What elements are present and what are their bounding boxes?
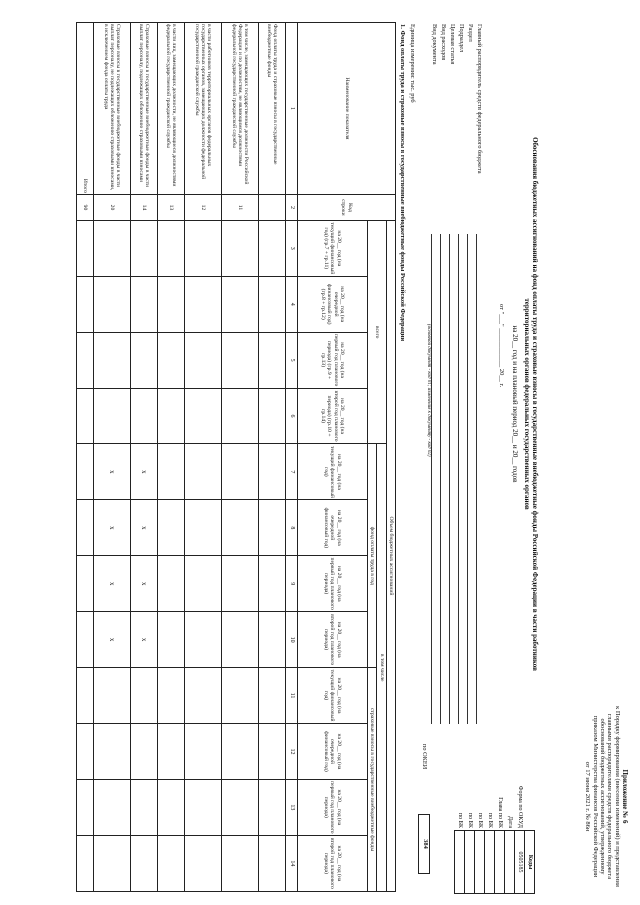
code-row-label: по БК — [476, 812, 483, 828]
col-number: 12 — [285, 724, 297, 780]
value-cell[interactable] — [184, 388, 221, 444]
unit-note: Единица измерения: тыс. руб — [409, 24, 416, 103]
col-header: на 20__ год (на очередной финансовый год) (гр.8 + гр.12) — [297, 276, 367, 332]
appendix-line: обоснований бюджетных ассигнований, утвержденному — [599, 718, 607, 875]
value-cell[interactable] — [258, 612, 285, 668]
value-cell[interactable] — [157, 500, 184, 556]
form-okud-code: 0505185 — [515, 831, 525, 894]
table-row — [157, 23, 184, 892]
value-cell[interactable] — [221, 500, 258, 556]
code-row-value — [485, 831, 495, 894]
value-cell[interactable] — [157, 612, 184, 668]
group-incl-header: в том числе — [377, 444, 386, 892]
value-cell[interactable] — [184, 556, 221, 612]
col-number: 13 — [285, 779, 297, 835]
total-code: 90 — [76, 195, 93, 221]
value-cell[interactable] — [130, 779, 157, 835]
code-row-value — [475, 831, 485, 894]
col-number: 11 — [285, 668, 297, 724]
col-number: 8 — [285, 500, 297, 556]
col-header: на 20__ год (на первый год планового периода) — [297, 556, 367, 612]
code-row-label: по БК — [486, 812, 493, 828]
col-header: на 20__ год (на текущий финансовый год) — [297, 444, 367, 500]
value-cell[interactable]: x — [130, 612, 157, 668]
group-main-header: Объем бюджетных ассигнований — [386, 220, 395, 891]
col-number: 14 — [285, 835, 297, 891]
col-number: 4 — [285, 276, 297, 332]
value-cell[interactable] — [221, 779, 258, 835]
rotated-form — [5, 4, 635, 902]
value-cell[interactable] — [258, 668, 285, 724]
col-header: на 20__ год (на очередной финансовый год) — [297, 500, 367, 556]
row-name: в том числе, замещающих государственные должности Российской Федерации и по должностям, не являющимся должностями федеральной государственной гражданской службы — [221, 23, 258, 195]
col-header: на 20__ год (на первый год планового периода) — [297, 779, 367, 835]
field-line[interactable] — [458, 234, 466, 724]
value-cell[interactable] — [258, 220, 285, 276]
total-cell[interactable] — [76, 724, 93, 780]
col-number: 9 — [285, 556, 297, 612]
total-cell[interactable] — [76, 220, 93, 276]
value-cell[interactable] — [184, 724, 221, 780]
col-number: 5 — [285, 332, 297, 388]
row-code: 13 — [157, 195, 184, 221]
code-row-value — [455, 831, 465, 894]
value-cell[interactable] — [130, 388, 157, 444]
value-cell[interactable] — [221, 220, 258, 276]
appendix-line: к Порядку формирования (внесения изменений) и представления — [613, 706, 621, 887]
field-line[interactable] — [449, 234, 457, 724]
document-subtitle: на 20__ год и на плановый период 20__ и 20__ годов — [511, 325, 519, 483]
value-cell[interactable] — [184, 276, 221, 332]
value-cell[interactable] — [157, 724, 184, 780]
row-name: Страховые взносы в государственные внебюджетные фонды в части выплат персоналу, подлежащих обложению страховыми взносами — [130, 23, 157, 195]
value-cell[interactable] — [93, 332, 130, 388]
total-cell[interactable] — [76, 332, 93, 388]
value-cell[interactable] — [157, 388, 184, 444]
value-cell[interactable] — [93, 724, 130, 780]
field-row — [431, 24, 440, 724]
table-row — [184, 23, 221, 892]
group-fot-header: фонд оплаты труда в год — [367, 444, 376, 668]
value-cell[interactable]: x — [130, 500, 157, 556]
col-code-header: Код строки — [297, 195, 395, 221]
field-row — [458, 24, 467, 724]
value-cell[interactable] — [157, 276, 184, 332]
col-number: 7 — [285, 444, 297, 500]
value-cell[interactable] — [130, 332, 157, 388]
value-cell[interactable] — [258, 500, 285, 556]
total-cell[interactable] — [76, 612, 93, 668]
value-cell[interactable] — [93, 220, 130, 276]
col-number: 2 — [285, 195, 297, 221]
value-cell[interactable] — [157, 220, 184, 276]
value-cell[interactable] — [258, 388, 285, 444]
appendix-line: главными распорядителями средств федерального бюджета — [606, 713, 614, 880]
total-label: Итого — [76, 23, 93, 195]
section-title: 1. Фонд оплаты труда и страховые взносы в государственные внебюджетные фонды Российской Федерации — [399, 24, 406, 342]
value-cell[interactable] — [221, 332, 258, 388]
col-number: 1 — [285, 23, 297, 195]
value-cell[interactable] — [130, 220, 157, 276]
field-label: Главный распорядитель средств федерального бюджета — [476, 24, 484, 174]
row-code: 14 — [130, 195, 157, 221]
row-code — [258, 195, 285, 221]
value-cell[interactable] — [157, 779, 184, 835]
col-number: 3 — [285, 220, 297, 276]
value-cell[interactable] — [130, 276, 157, 332]
value-cell[interactable] — [184, 332, 221, 388]
value-cell[interactable]: x — [93, 500, 130, 556]
col-number: 6 — [285, 388, 297, 444]
value-cell[interactable] — [130, 668, 157, 724]
field-row — [449, 24, 458, 724]
value-cell[interactable] — [258, 779, 285, 835]
field-line[interactable] — [467, 234, 475, 724]
value-cell[interactable] — [130, 835, 157, 891]
total-cell[interactable] — [76, 276, 93, 332]
date-line: от "___" ____________ 20__ г. — [498, 304, 505, 388]
total-row — [76, 23, 93, 892]
value-cell[interactable] — [221, 556, 258, 612]
row-name: в части лиц, замещающих должности, не являющиеся должностями федеральной государственной гражданской службы — [157, 23, 184, 195]
total-cell[interactable] — [76, 835, 93, 891]
table-row — [258, 23, 285, 892]
budget-table — [76, 22, 396, 892]
value-cell[interactable] — [258, 724, 285, 780]
value-cell[interactable] — [221, 724, 258, 780]
col-number: 10 — [285, 612, 297, 668]
col-header: на 20__ год (на второй год планового периода) — [297, 612, 367, 668]
value-cell[interactable] — [93, 668, 130, 724]
field-label: Вид расходов — [440, 24, 448, 61]
value-cell[interactable] — [157, 835, 184, 891]
appendix-line: приказом Министерства финансов Российской Федерации — [591, 715, 599, 878]
value-cell[interactable] — [157, 668, 184, 724]
table-row — [221, 23, 258, 892]
code-row-label: по БК — [456, 812, 463, 828]
value-cell[interactable]: x — [130, 444, 157, 500]
value-cell[interactable] — [184, 500, 221, 556]
value-cell[interactable] — [157, 444, 184, 500]
codes-header: Коды — [525, 831, 535, 894]
value-cell[interactable] — [184, 220, 221, 276]
value-cell[interactable] — [221, 444, 258, 500]
row-name: Страховые взносы в государственные внебюджетные фонды в части выплат персоналу, не подлежащих обложению страховыми взносами, в исключением фонда оплаты труда — [93, 23, 130, 195]
header-fields — [425, 24, 485, 724]
value-cell[interactable] — [258, 332, 285, 388]
field-label: Вид документа — [431, 24, 439, 65]
value-cell[interactable] — [221, 835, 258, 891]
table-row — [130, 23, 157, 892]
value-cell[interactable]: x — [130, 556, 157, 612]
col-name-header: Наименование показателя — [297, 23, 395, 195]
field-note: (основной документ - код 01; изменения к документу - код 02) — [426, 324, 431, 457]
value-cell[interactable] — [221, 276, 258, 332]
value-cell[interactable] — [221, 612, 258, 668]
value-cell[interactable] — [184, 444, 221, 500]
code-row-value — [495, 831, 505, 894]
codes-block — [454, 764, 535, 894]
form-okud-label: Форма по ОКУД — [516, 785, 523, 828]
appendix-line: от 17 июня 2021 г. № 86н — [584, 761, 592, 832]
col-header: на 20__ год (на второй год планового периода) (гр.10 + гр.14) — [297, 388, 367, 444]
okei-code: 384 — [418, 814, 430, 874]
value-cell[interactable] — [184, 612, 221, 668]
field-label: Целевая статья — [449, 24, 457, 65]
value-cell[interactable] — [258, 556, 285, 612]
col-header: на 20__ год (на очередной финансовый год) — [297, 724, 367, 780]
value-cell[interactable]: x — [93, 612, 130, 668]
row-name: в части работников территориальных органов федеральных государственных органов, замещающих должности федеральной государственной гражданской службы — [184, 23, 221, 195]
code-row-label: по БК — [466, 812, 473, 828]
field-row — [440, 24, 449, 724]
group-ins-header: страховые взносы в государственные внебюджетные фонды — [367, 668, 376, 892]
field-row — [467, 24, 476, 724]
value-cell[interactable] — [221, 668, 258, 724]
field-line[interactable] — [476, 234, 484, 724]
total-cell[interactable] — [76, 500, 93, 556]
value-cell[interactable] — [93, 388, 130, 444]
value-cell[interactable] — [93, 779, 130, 835]
total-cell[interactable] — [76, 668, 93, 724]
value-cell[interactable] — [184, 835, 221, 891]
code-row-value — [465, 831, 475, 894]
field-line[interactable] — [431, 234, 439, 724]
group-total-header: всего — [367, 220, 386, 444]
col-header: на 20__ год (на первый год планового периода) (гр.9 + гр.13) — [297, 332, 367, 388]
okei-label: по ОКЕИ — [421, 744, 428, 770]
column-numbers-row — [285, 23, 297, 892]
value-cell[interactable] — [184, 668, 221, 724]
value-cell[interactable]: x — [93, 444, 130, 500]
value-cell[interactable] — [258, 835, 285, 891]
value-cell[interactable] — [157, 556, 184, 612]
total-cell[interactable] — [76, 779, 93, 835]
value-cell[interactable] — [258, 276, 285, 332]
field-line[interactable] — [440, 234, 448, 724]
col-header: на 20__ год (на второй год планового периода) — [297, 835, 367, 891]
row-name: Фонд оплаты труда и страховые взносы в государственные внебюджетные фонды — [258, 23, 285, 195]
col-header: на 20__ год (на текущий финансовый год) (гр.7 + гр.11) — [297, 220, 367, 276]
value-cell[interactable] — [221, 388, 258, 444]
value-cell[interactable] — [184, 779, 221, 835]
code-row-label: Дата — [506, 816, 513, 828]
field-label: Раздел — [467, 24, 475, 42]
document-title: Обоснования бюджетных ассигнований на фонд оплаты труда и страховые взносы в государственные внебюджетные фонды Российской Федерации в части работников территориальных органов федеральных государственных органов — [522, 137, 539, 671]
table-row — [93, 23, 130, 892]
total-cell[interactable] — [76, 388, 93, 444]
value-cell[interactable] — [93, 835, 130, 891]
col-header: на 20__ год (на текущий финансовый год) — [297, 668, 367, 724]
value-cell[interactable] — [93, 276, 130, 332]
code-row-label: Глава по БК — [496, 797, 503, 828]
total-cell[interactable] — [76, 556, 93, 612]
value-cell[interactable]: x — [93, 556, 130, 612]
row-code: 20 — [93, 195, 130, 221]
value-cell[interactable] — [258, 444, 285, 500]
value-cell[interactable] — [130, 724, 157, 780]
value-cell[interactable] — [157, 332, 184, 388]
appendix-block — [584, 704, 629, 889]
field-row — [476, 24, 485, 724]
appendix-number: Приложение № 6 — [621, 769, 629, 824]
code-row-value — [505, 831, 515, 894]
row-code: 11 — [221, 195, 258, 221]
field-label: Подраздел — [458, 24, 466, 53]
total-cell[interactable] — [76, 444, 93, 500]
row-code: 12 — [184, 195, 221, 221]
